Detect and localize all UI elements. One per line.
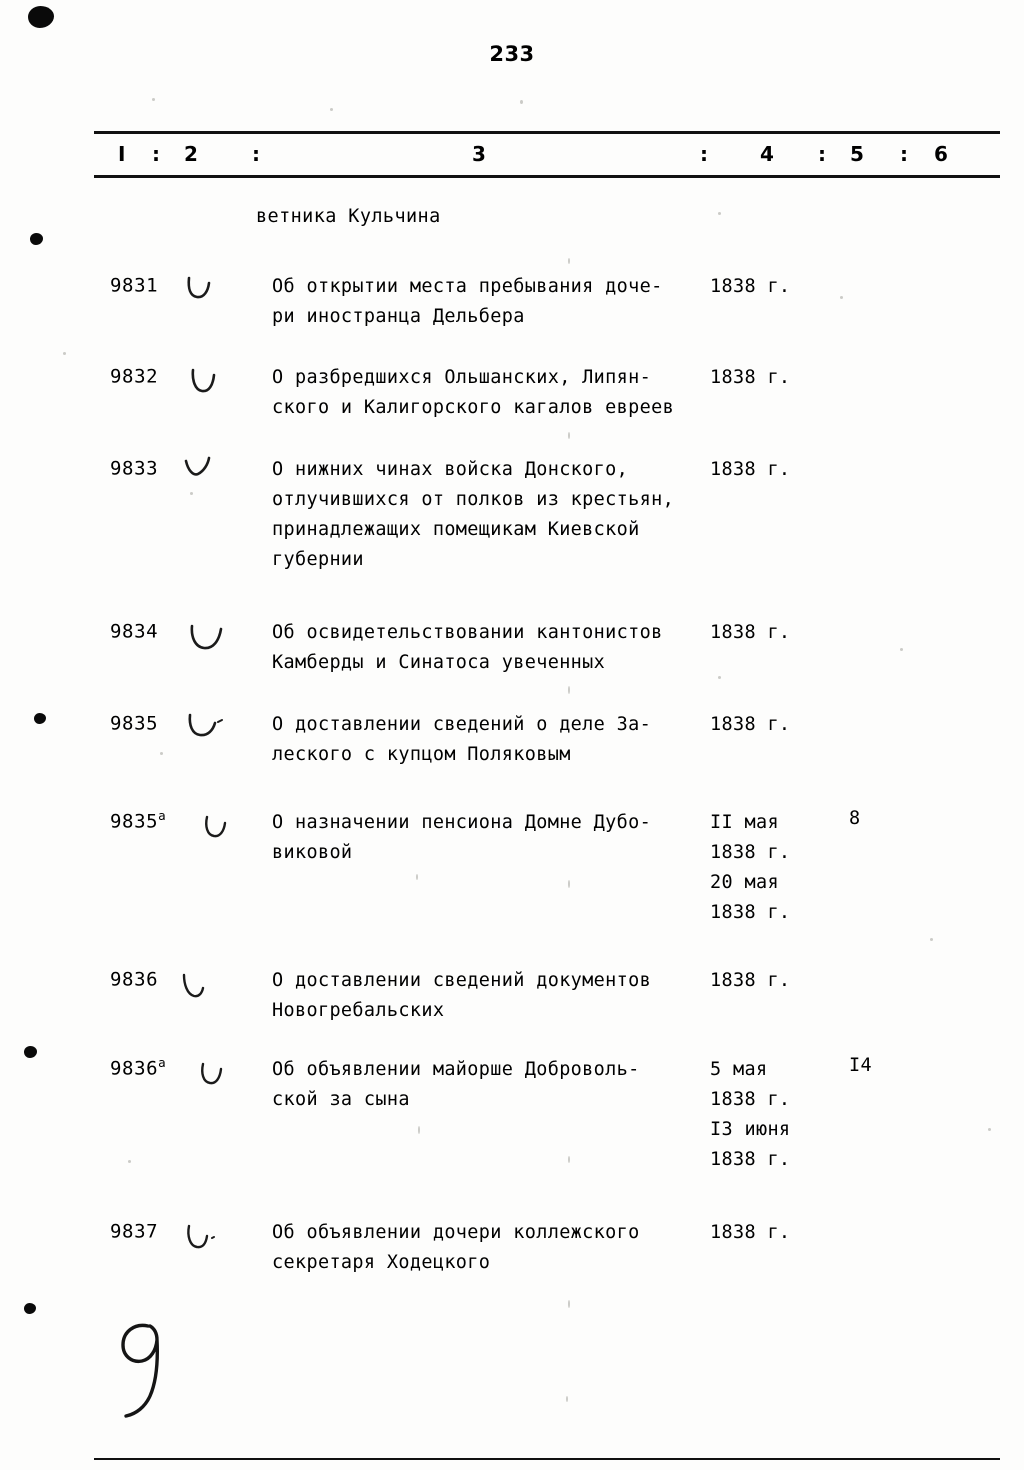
scan-speck <box>160 752 163 755</box>
entry-number: 9837 <box>110 1220 159 1243</box>
pen-check-mark <box>204 816 234 842</box>
entry-date: 1838 г. <box>710 367 791 388</box>
entry-description: О доставлении сведений о деле За- леского с купцом Поляковым <box>272 714 652 765</box>
column-header-1: I <box>118 142 126 166</box>
entry-number: 9836 <box>110 968 159 991</box>
pen-check-mark <box>190 369 224 395</box>
scan-speck <box>152 98 155 101</box>
scan-speck <box>568 1156 570 1163</box>
column-header-sep-5: : <box>900 142 908 166</box>
entry-number: 9831 <box>110 274 159 297</box>
entry-date: 1838 г. <box>710 714 791 735</box>
ink-blot <box>34 713 46 724</box>
entry-number: 9835$^a$ <box>110 808 166 833</box>
entry-number: 9835 <box>110 712 159 735</box>
entry-count: 8 <box>849 808 861 829</box>
pen-check-mark <box>188 714 228 740</box>
entry-number-superscript: a <box>158 1055 166 1070</box>
entry-description: О доставлении сведений документов Новогребальских <box>272 970 652 1021</box>
entry-date: 1838 г. <box>710 1222 791 1243</box>
pen-check-mark <box>186 1224 220 1252</box>
scan-speck <box>568 880 570 888</box>
scan-speck <box>988 1128 991 1131</box>
entry-date: 1838 г. <box>710 970 791 991</box>
ink-blot <box>30 233 43 245</box>
scan-speck <box>190 492 193 495</box>
entry-number: 9833 <box>110 457 159 480</box>
scan-speck <box>930 938 933 941</box>
continuation-line: ветника Кульчина <box>256 206 441 227</box>
scan-speck <box>418 1126 420 1134</box>
ink-blot <box>28 6 54 28</box>
ink-blot <box>24 1046 37 1058</box>
pen-check-mark <box>184 457 218 483</box>
scan-speck <box>568 1300 570 1308</box>
entry-number-superscript: a <box>158 808 166 823</box>
entry-description: Об объявлении майорше Доброволь- ской за сына <box>272 1059 640 1110</box>
entry-date: 1838 г. <box>710 459 791 480</box>
scan-speck <box>520 100 523 104</box>
column-header-3: 3 <box>472 142 486 166</box>
scan-speck <box>128 1160 131 1163</box>
entry-description: Об объявлении дочери коллежского секретаря Ходецкого <box>272 1222 640 1273</box>
scan-speck <box>900 648 903 651</box>
column-header-sep-4: : <box>818 142 826 166</box>
pen-check-mark <box>186 276 220 302</box>
table-header-rule <box>94 175 1000 178</box>
scan-speck <box>568 432 570 439</box>
scan-speck <box>416 874 418 880</box>
entry-description: Об открытии места пребывания доче- ри иностранца Дельбера <box>272 276 663 327</box>
column-header-sep-3: : <box>700 142 708 166</box>
scan-speck <box>718 212 721 215</box>
entry-date: II мая 1838 г. 20 мая 1838 г. <box>710 812 791 923</box>
scan-speck <box>568 686 570 694</box>
column-header-6: 6 <box>934 142 948 166</box>
entry-date: 1838 г. <box>710 276 791 297</box>
handwritten-page-mark <box>112 1318 182 1432</box>
entry-description: О назначении пенсиона Домне Дубо- виковой <box>272 812 652 863</box>
entry-number: 9836$^a$ <box>110 1055 166 1080</box>
table-top-rule <box>94 131 1000 134</box>
ink-blot <box>24 1303 36 1314</box>
pen-check-mark <box>200 1063 230 1089</box>
column-header-4: 4 <box>760 142 774 166</box>
pen-check-mark <box>182 974 212 1002</box>
table-bottom-rule <box>94 1458 1000 1460</box>
column-header-sep-2: : <box>252 142 260 166</box>
entry-description: Об освидетельствовании кантонистов Камберды и Синатоса увеченных <box>272 622 663 673</box>
scan-speck <box>718 676 721 679</box>
entry-count: I4 <box>849 1055 872 1076</box>
scan-speck <box>840 296 843 299</box>
page-number: 233 <box>489 42 535 66</box>
scan-speck <box>330 108 333 111</box>
entry-description: О нижних чинах войска Донского, отлучившихся от полков из крестьян, принадлежащих помещикам Киевской губернии <box>272 459 675 570</box>
column-header-5: 5 <box>850 142 864 166</box>
entry-date: 5 мая 1838 г. I3 июня 1838 г. <box>710 1059 791 1170</box>
scan-speck <box>568 258 570 264</box>
entry-description: О разбредшихся Ольшанских, Липян- ского и Калигорского кагалов евреев <box>272 367 675 418</box>
entry-date: 1838 г. <box>710 622 791 643</box>
scan-speck <box>566 1396 568 1402</box>
pen-check-mark <box>190 624 230 652</box>
column-header-2: 2 <box>184 142 198 166</box>
entry-number: 9834 <box>110 620 159 643</box>
column-header-sep-1: : <box>152 142 160 166</box>
scan-speck <box>63 352 66 355</box>
entry-number: 9832 <box>110 365 159 388</box>
